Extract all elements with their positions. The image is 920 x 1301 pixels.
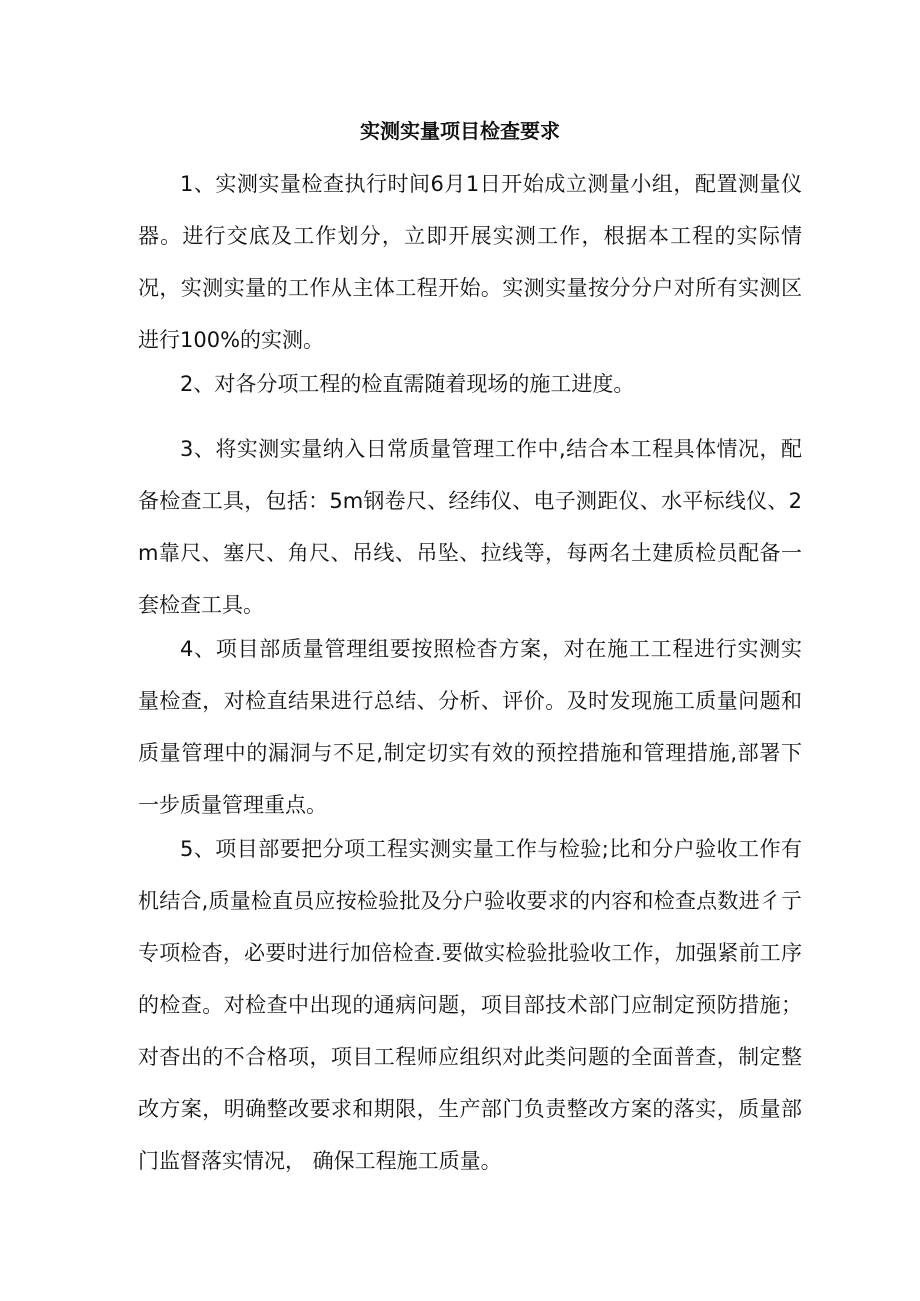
paragraph-1: 1、实测实量检查执行时间6月1日开始成立测量小组，配置测量仪器。进行交底及工作划分，立即开展实测工作，根据本工程的实际情况，实测实量的工作从主体工程开始。实测实量按分分户对所有实测区进行100%的实测。 xyxy=(138,172,802,352)
paragraph-2: 2、对各分项工程的检直需随着现场的施工进度。 xyxy=(180,372,635,396)
document-title: 实测实量项目检查要求 xyxy=(360,119,560,143)
paragraph-3: 3、将实测实量纳入日常质量管理工作中,结合本工程具体情况，配备检查工具，包括：5m钢卷尺、经纬仪、电子测距仪、水平标线仪、2m靠尺、塞尺、角尺、吊线、吊坠、拉线等，每两名土建质检员配备一套检查工具。 xyxy=(138,437,802,617)
paragraph-5: 5、项目部要把分项工程实测实量工作与检验;比和分户验收工作有机结合,质量检直员应按检验批及分户验收要求的内容和检查点数进彳亍专项检杳，必要时进行加倍检查.要做实检验批验收工作，加强紧前工序的检查。对检查中出现的通病问题，项目部技术部门应制定预防措施；对杳出的不合格项，项目工程师应组织对此类问题的全面普查，制定整改方案，明确整改要求和期限，生产部门负责整改方案的落实，质量部门监督落实情况， 确保工程施工质量。 xyxy=(138,837,802,1173)
paragraph-4: 4、项目部质量管理组要按照检杳方案，对在施工工程进行实测实量检查，对检直结果进行总结、分析、评价。及时发现施工质量问题和质量管理中的漏洞与不足,制定切实有效的预控措施和管理措施,部署下一步质量管理重点。 xyxy=(138,637,802,817)
